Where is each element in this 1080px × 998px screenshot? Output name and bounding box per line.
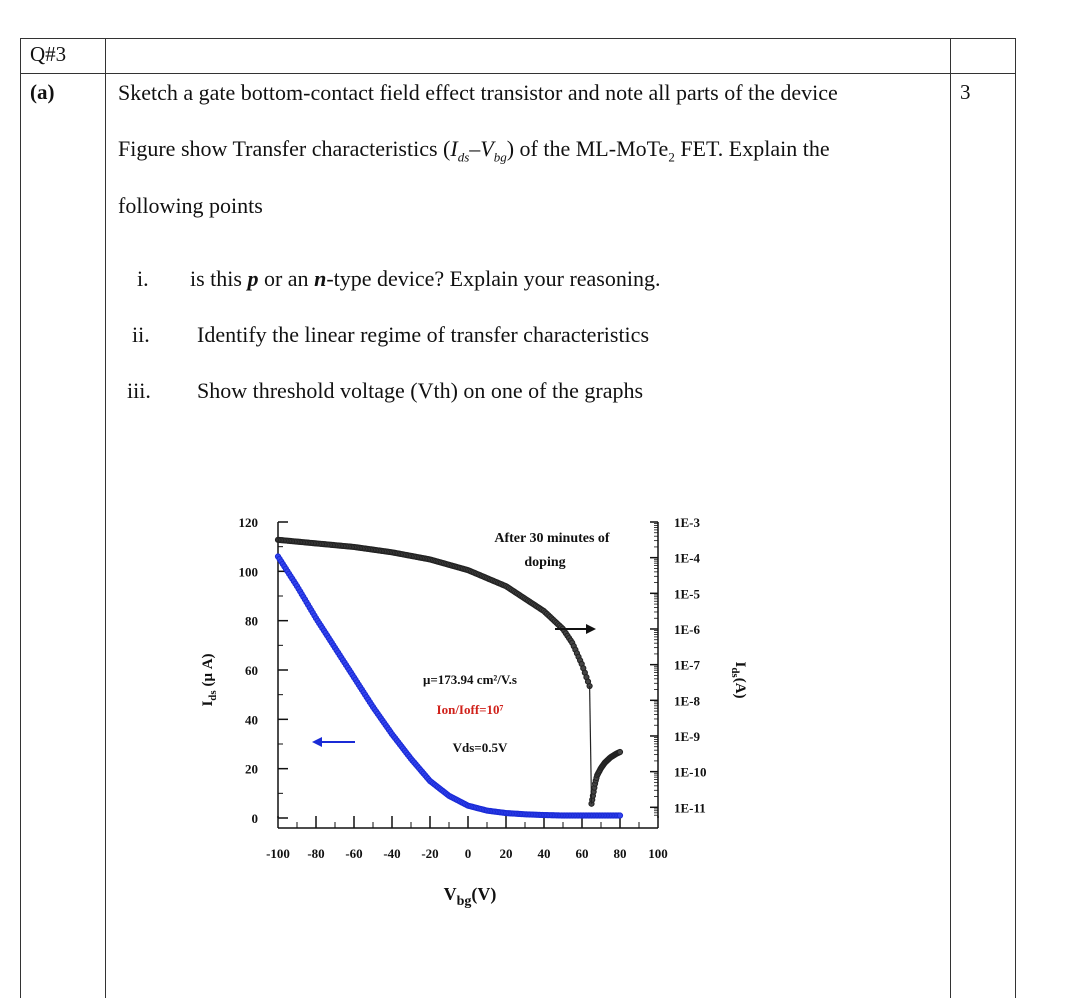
y-right-tick-label: 1E-3 xyxy=(674,515,700,530)
y-left-tick-label: 40 xyxy=(245,712,258,728)
annotation-vds: Vds=0.5V xyxy=(452,740,508,755)
x-tick-label: 80 xyxy=(613,846,627,861)
x-tick-label: -100 xyxy=(266,846,290,861)
x-tick-label: -60 xyxy=(345,846,363,861)
y-left-axis-label: $I_{ds}$ (μ A) xyxy=(200,653,219,707)
data-point xyxy=(617,749,622,754)
y-right-tick-label: 1E-6 xyxy=(674,621,700,637)
right-axis-arrow-head xyxy=(586,624,596,634)
x-tick-label: 100 xyxy=(648,846,668,861)
y-right-tick-label: 1E-9 xyxy=(674,728,700,744)
y-right-tick-label: 1E-8 xyxy=(674,693,700,709)
item-text: Identify the linear regime of transfer characteristics xyxy=(197,322,649,347)
x-tick-label: 0 xyxy=(464,846,472,861)
column-divider xyxy=(950,38,951,998)
x-tick-label: 60 xyxy=(575,846,589,861)
annotation-title: doping xyxy=(524,555,566,570)
row-divider xyxy=(20,73,1016,74)
y-right-tick-label: 1E-4 xyxy=(674,550,700,566)
series-drop-line xyxy=(590,686,592,804)
x-tick-label: -20 xyxy=(421,846,439,861)
annotation-mobility: μ=173.94 cm²/V.s xyxy=(423,672,517,687)
marks-value: 3 xyxy=(960,80,971,104)
annotation-ratio: Ion/Ioff=10⁷ xyxy=(436,702,504,717)
instruction-line-2: Figure show Transfer characteristics $(I_{ds}-V_{bg})$ of the ML-MoTe$_2$ FET. Explain the xyxy=(118,136,830,165)
y-left-tick-label: 120 xyxy=(238,515,258,530)
y-right-tick-label: 1E-10 xyxy=(674,764,707,780)
y-left-tick-label: 20 xyxy=(245,761,258,777)
y-right-axis-label: $I_{ds}(A)$ xyxy=(729,661,748,699)
left-axis-arrow-head xyxy=(312,737,322,747)
x-tick-label: -40 xyxy=(383,846,401,861)
instruction-line-3: following points xyxy=(118,193,263,218)
transfer-characteristics-chart xyxy=(180,500,748,910)
y-left-tick-label: 80 xyxy=(245,613,258,629)
y-right-tick-label: 1E-7 xyxy=(674,657,700,673)
y-left-tick-label: 0 xyxy=(251,811,258,826)
item-text: Show threshold voltage (Vth) on one of the graphs xyxy=(197,378,644,403)
item-number: i. xyxy=(137,266,149,291)
question-number: Q#3 xyxy=(30,42,67,66)
y-left-tick-label: 100 xyxy=(238,564,258,580)
annotation-title: After 30 minutes of xyxy=(494,531,610,546)
part-label: (a) xyxy=(30,80,55,104)
y-right-tick-label: 1E-5 xyxy=(674,586,700,602)
x-tick-label: -80 xyxy=(307,846,325,861)
y-right-tick-label: 1E-11 xyxy=(674,800,706,816)
y-left-tick-label: 60 xyxy=(245,663,258,678)
x-tick-label: 40 xyxy=(537,846,551,861)
instruction-line-1: Sketch a gate bottom-contact field effect transistor and note all parts of the device xyxy=(118,80,838,105)
x-axis-label: $V_{bg}(V)$ xyxy=(443,884,497,909)
column-divider xyxy=(105,38,106,998)
item-number: iii. xyxy=(127,378,151,403)
item-number: ii. xyxy=(132,322,150,347)
x-tick-label: 20 xyxy=(499,846,513,861)
item-text: is this p or an n-type device? Explain your reasoning. xyxy=(190,266,661,291)
data-point xyxy=(617,813,622,818)
